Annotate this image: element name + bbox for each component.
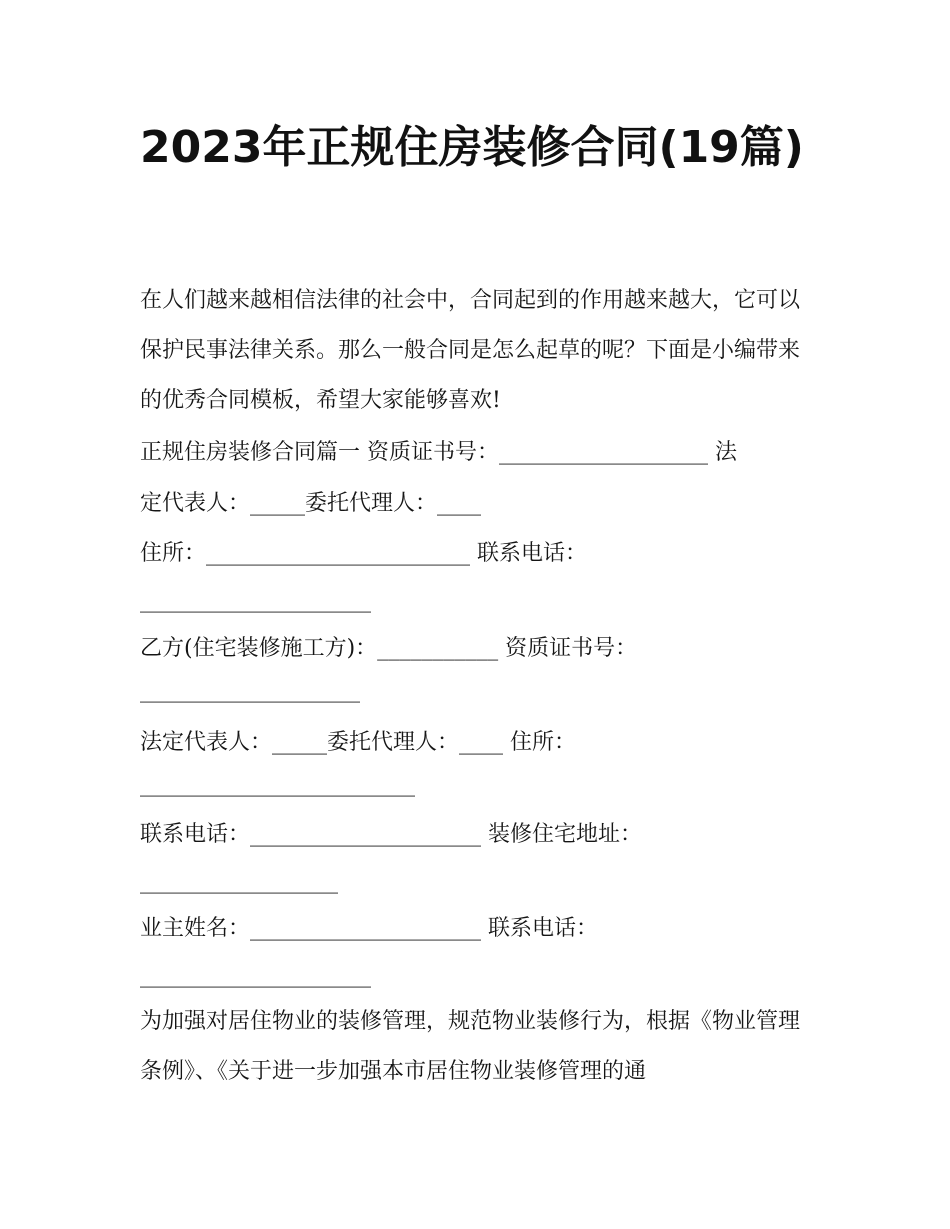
contract-line: 联系电话：_____________________ 装修住宅地址： — [140, 822, 642, 847]
contract-line: 正规住房装修合同篇一 资质证书号：___________________ 法 — [140, 440, 737, 465]
intro-paragraph: 在人们越来越相信法律的社会中，合同起到的作用越来越大，它可以保护民事法律关系。那么一般合同是怎么起草的呢？下面是小编带来的优秀合同模板，希望大家能够喜欢! — [140, 288, 801, 413]
contract-line: 乙方(住宅装修施工方)：___________ 资质证书号： — [140, 636, 638, 661]
document-title: 2023年正规住房装修合同(19篇) — [140, 122, 804, 173]
contract-line: __________________ — [140, 869, 338, 894]
closing-paragraph: 为加强对居住物业的装修管理，规范物业装修行为，根据《物业管理条例》、《关于进一步加强本市居住物业装修管理的通 — [140, 1009, 801, 1084]
contract-line: _____________________ — [140, 588, 371, 613]
contract-line: 业主姓名：_____________________ 联系电话： — [140, 916, 598, 941]
contract-line: 法定代表人：_____委托代理人：____ 住所： — [140, 730, 576, 755]
contract-line: _________________________ — [140, 772, 415, 797]
contract-line: 定代表人：_____委托代理人：____ — [140, 491, 482, 516]
contract-line: 住所：________________________ 联系电话： — [140, 541, 587, 566]
contract-line: _____________________ — [140, 963, 371, 988]
contract-line: ____________________ — [140, 678, 360, 703]
